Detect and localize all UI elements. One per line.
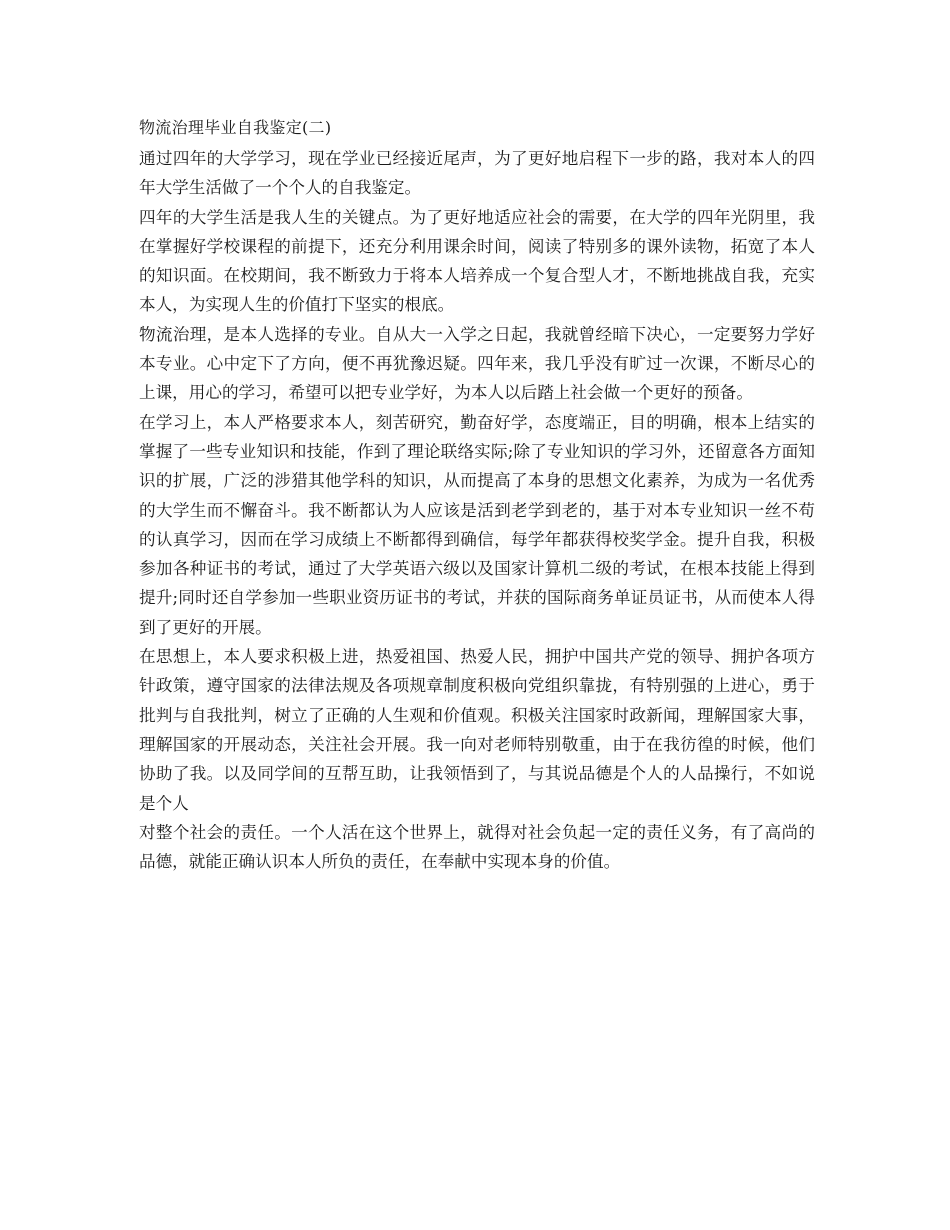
paragraph-major: 物流治理，是本人选择的专业。自从大一入学之日起，我就曾经暗下决心，一定要努力学好本专业。心中定下了方向，便不再犹豫迟疑。四年来，我几乎没有旷过一次课，不断尽心的上课，用心的学习，希望可以把专业学好，为本人以后踏上社会做一个更好的预备。 [139, 324, 815, 403]
document-title: 物流治理毕业自我鉴定(二) [139, 118, 332, 137]
document-page [139, 110, 815, 876]
paragraph-intro: 通过四年的大学学习，现在学业已经接近尾声，为了更好地启程下一步的路，我对本人的四年大学生活做了一个个人的自我鉴定。 [139, 149, 815, 198]
paragraph-ideology: 在思想上，本人要求积极上进，热爱祖国、热爱人民，拥护中国共产党的领导、拥护各项方针政策，遵守国家的法律法规及各项规章制度积极向党组织靠拢，有特别强的上进心，勇于批判与自我批判，树立了正确的人生观和价值观。积极关注国家时政新闻，理解国家大事，理解国家的开展动态，关注社会开展。我一向对老师特别敬重，由于在我彷徨的时候，他们协助了我。以及同学间的互帮互助，让我领悟到了，与其说品德是个人的人品操行，不如说是个人 [139, 647, 815, 813]
paragraph-university-life: 四年的大学生活是我人生的关键点。为了更好地适应社会的需要，在大学的四年光阴里，我在掌握好学校课程的前提下，还充分利用课余时间，阅读了特别多的课外读物，拓宽了本人的知识面。在校期间，我不断致力于将本人培养成一个复合型人才，不断地挑战自我，充实本人，为实现人生的价值打下坚实的根底。 [139, 207, 815, 315]
paragraph-study: 在学习上，本人严格要求本人，刻苦研究，勤奋好学，态度端正，目的明确，根本上结实的掌握了一些专业知识和技能，作到了理论联络实际;除了专业知识的学习外，还留意各方面知识的扩展，广泛的涉猎其他学科的知识，从而提高了本身的思想文化素养，为成为一名优秀的大学生而不懈奋斗。我不断都认为人应该是活到老学到老的，基于对本专业知识一丝不苟的认真学习，因而在学习成绩上不断都得到确信，每学年都获得校奖学金。提升自我，积极参加各种证书的考试，通过了大学英语六级以及国家计算机二级的考试，在根本技能上得到提升;同时还自学参加一些职业资历证书的考试，并获的国际商务单证员证书，从而使本人得到了更好的开展。 [139, 412, 815, 637]
paragraph-responsibility: 对整个社会的责任。一个人活在这个世界上，就得对社会负起一定的责任义务，有了高尚的品德，就能正确认识本人所负的责任，在奉献中实现本身的价值。 [139, 822, 815, 872]
